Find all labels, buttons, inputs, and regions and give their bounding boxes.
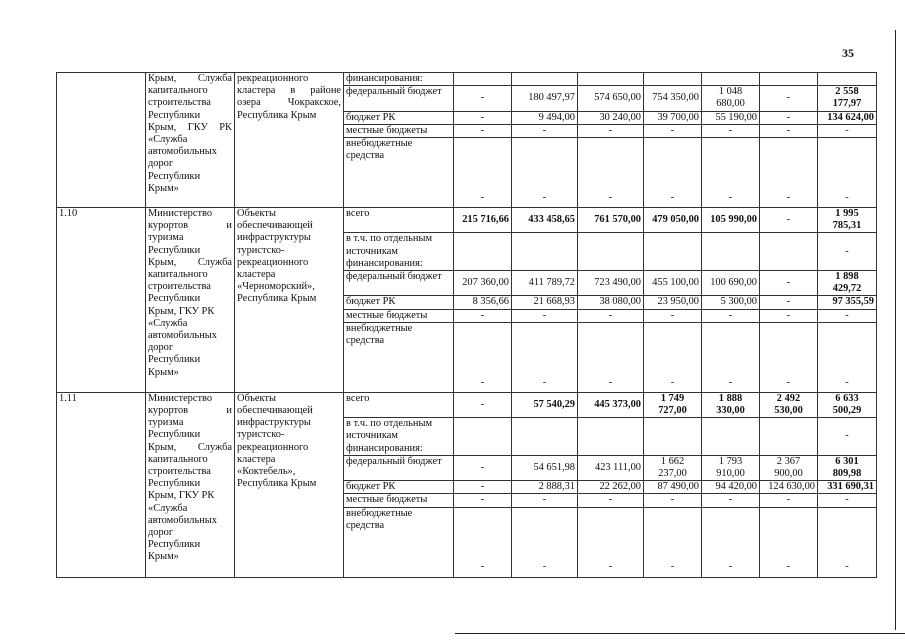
value-cell: 479 050,00 <box>644 208 702 233</box>
value-cell: 2 367 900,00 <box>760 455 818 480</box>
value-cell <box>702 418 760 456</box>
value-cell: 180 497,97 <box>512 86 578 111</box>
object-cell <box>235 208 344 393</box>
executor-cell <box>146 73 235 208</box>
value-cell: - <box>818 138 877 208</box>
executor-line: Крым, ГКУ РК <box>148 121 232 133</box>
value-cell: 723 490,00 <box>578 271 644 296</box>
value-cell: 411 789,72 <box>512 271 578 296</box>
value-cell: 1 888 330,00 <box>702 392 760 417</box>
value-cell: - <box>760 309 818 322</box>
funding-source-label: бюджет РК <box>344 111 454 124</box>
executor-cell <box>146 208 235 393</box>
executor-line: Крым» <box>148 551 179 563</box>
value-cell: - <box>512 322 578 392</box>
value-cell: 54 651,98 <box>512 455 578 480</box>
value-cell: 423 111,00 <box>578 455 644 480</box>
value-cell: - <box>818 322 877 392</box>
funding-source-label: всего <box>344 392 454 417</box>
value-cell: - <box>702 309 760 322</box>
value-cell: - <box>454 481 512 494</box>
value-cell: - <box>512 309 578 322</box>
value-cell: - <box>644 309 702 322</box>
value-cell: 1 793 910,00 <box>702 455 760 480</box>
executor-line: Республики <box>148 354 201 366</box>
value-cell: 754 350,00 <box>644 86 702 111</box>
funding-source-label: внебюджетные средства <box>344 507 454 577</box>
value-cell: 97 355,59 <box>818 296 877 309</box>
value-cell: 433 458,65 <box>512 208 578 233</box>
object-line: обеспечивающей <box>237 220 313 232</box>
executor-line: Республики <box>148 539 201 551</box>
executor-line: туризма <box>148 417 184 429</box>
value-cell: 1 662 237,00 <box>644 455 702 480</box>
executor-line: строительства <box>148 97 211 109</box>
value-cell: - <box>760 494 818 507</box>
value-cell: - <box>760 124 818 137</box>
object-line: обеспечивающей <box>237 405 313 417</box>
value-cell: - <box>578 124 644 137</box>
value-cell: - <box>760 111 818 124</box>
executor-line: Крым» <box>148 182 179 194</box>
value-cell: - <box>578 138 644 208</box>
executor-line: Республики <box>148 478 201 490</box>
value-cell: 94 420,00 <box>702 481 760 494</box>
value-cell: 105 990,00 <box>702 208 760 233</box>
value-cell: - <box>454 86 512 111</box>
value-cell: - <box>454 455 512 480</box>
value-cell: 331 690,31 <box>818 481 877 494</box>
value-cell: 134 624,00 <box>818 111 877 124</box>
value-cell: 455 100,00 <box>644 271 702 296</box>
row-number: 1.10 <box>57 208 146 393</box>
value-cell: - <box>760 322 818 392</box>
executor-line: автомобильных <box>148 146 217 158</box>
value-cell: - <box>818 309 877 322</box>
value-cell: 761 570,00 <box>578 208 644 233</box>
object-line: туристско- <box>237 244 285 256</box>
executor-line: «Служба <box>148 317 188 329</box>
value-cell: - <box>760 271 818 296</box>
funding-source-label: внебюджетные средства <box>344 138 454 208</box>
value-cell <box>512 233 578 271</box>
object-line: «Черноморский», <box>237 281 315 293</box>
value-cell <box>702 73 760 86</box>
value-cell: 207 360,00 <box>454 271 512 296</box>
value-cell: 6 301 809,98 <box>818 455 877 480</box>
value-cell <box>454 233 512 271</box>
value-cell: - <box>578 322 644 392</box>
funding-source-label: местные бюджеты <box>344 124 454 137</box>
table-row <box>57 392 877 417</box>
value-cell: - <box>454 111 512 124</box>
value-cell: 2 492 530,00 <box>760 392 818 417</box>
object-line: кластера в районе <box>237 85 341 97</box>
table-row <box>57 73 877 86</box>
executor-line: Крым» <box>148 366 179 378</box>
bottom-scan-line <box>455 633 905 634</box>
value-cell: - <box>702 322 760 392</box>
value-cell: - <box>454 507 512 577</box>
value-cell: 21 668,93 <box>512 296 578 309</box>
value-cell: - <box>512 138 578 208</box>
value-cell: - <box>512 124 578 137</box>
value-cell <box>454 418 512 456</box>
object-line: кластера <box>237 269 276 281</box>
value-cell: - <box>702 507 760 577</box>
executor-line: курортов и <box>148 220 232 232</box>
funding-source-label: федеральный бюджет <box>344 86 454 111</box>
value-cell: - <box>644 322 702 392</box>
funding-source-label: местные бюджеты <box>344 309 454 322</box>
value-cell: - <box>702 494 760 507</box>
object-line: рекреационного <box>237 73 309 84</box>
value-cell: - <box>454 138 512 208</box>
executor-line: Министерство <box>148 392 213 404</box>
object-line: туристско- <box>237 429 285 441</box>
value-cell <box>644 233 702 271</box>
value-cell: - <box>818 124 877 137</box>
executor-line: капитального <box>148 85 208 97</box>
value-cell: 30 240,00 <box>578 111 644 124</box>
funding-source-label: в т.ч. по отдельным источникам финансирования: <box>344 418 454 456</box>
value-cell: 57 540,29 <box>512 392 578 417</box>
value-cell: 2 888,31 <box>512 481 578 494</box>
executor-line: Республики <box>148 293 201 305</box>
value-cell <box>512 418 578 456</box>
object-line: кластера <box>237 453 276 465</box>
value-cell: - <box>512 494 578 507</box>
value-cell: - <box>644 494 702 507</box>
value-cell <box>818 73 877 86</box>
value-cell: 2 558 177,97 <box>818 86 877 111</box>
value-cell <box>454 73 512 86</box>
value-cell: 100 690,00 <box>702 271 760 296</box>
value-cell: 124 630,00 <box>760 481 818 494</box>
value-cell: 215 716,66 <box>454 208 512 233</box>
object-line: озера Чокракское, <box>237 97 341 109</box>
table-row <box>57 208 877 233</box>
funding-source-label: местные бюджеты <box>344 494 454 507</box>
executor-line: Крым, Служба <box>148 256 232 268</box>
executor-line: капитального <box>148 269 208 281</box>
executor-line: «Служба <box>148 134 188 146</box>
value-cell: 1 048 680,00 <box>702 86 760 111</box>
funding-source-label: внебюджетные средства <box>344 322 454 392</box>
funding-source-label: федеральный бюджет <box>344 455 454 480</box>
value-cell: 1 898 429,72 <box>818 271 877 296</box>
executor-line: курортов и <box>148 405 232 417</box>
object-line: Республика Крым <box>237 293 317 305</box>
value-cell: - <box>818 507 877 577</box>
value-cell: - <box>512 507 578 577</box>
funding-source-label: бюджет РК <box>344 296 454 309</box>
value-cell: 39 700,00 <box>644 111 702 124</box>
value-cell: - <box>454 309 512 322</box>
value-cell: 23 950,00 <box>644 296 702 309</box>
value-cell: 5 300,00 <box>702 296 760 309</box>
value-cell: - <box>454 322 512 392</box>
executor-line: дорог <box>148 342 174 354</box>
value-cell: - <box>818 494 877 507</box>
value-cell: 445 373,00 <box>578 392 644 417</box>
object-line: Республика Крым <box>237 478 317 490</box>
executor-line: Республики <box>148 244 201 256</box>
value-cell <box>760 73 818 86</box>
value-cell: 9 494,00 <box>512 111 578 124</box>
object-line: Объекты <box>237 392 276 404</box>
row-number: 1.11 <box>57 392 146 577</box>
value-cell: - <box>818 233 877 271</box>
value-cell <box>644 73 702 86</box>
value-cell: - <box>760 507 818 577</box>
value-cell: - <box>702 124 760 137</box>
funding-source-label: всего <box>344 208 454 233</box>
value-cell <box>578 233 644 271</box>
value-cell: - <box>454 124 512 137</box>
executor-line: строительства <box>148 466 211 478</box>
executor-line: дорог <box>148 527 174 539</box>
value-cell: - <box>702 138 760 208</box>
executor-line: Республики <box>148 170 201 182</box>
value-cell <box>760 418 818 456</box>
object-line: рекреационного <box>237 256 309 268</box>
row-number <box>57 73 146 208</box>
executor-line: «Служба <box>148 502 188 514</box>
object-line: «Коктебель», <box>237 466 296 478</box>
value-cell: - <box>578 494 644 507</box>
object-line: Объекты <box>237 208 276 220</box>
value-cell <box>760 233 818 271</box>
funding-source-label: бюджет РК <box>344 481 454 494</box>
value-cell <box>644 418 702 456</box>
object-line: инфраструктуры <box>237 232 311 244</box>
value-cell: - <box>644 507 702 577</box>
funding-source-label: федеральный бюджет <box>344 271 454 296</box>
object-line: Республика Крым <box>237 109 317 121</box>
executor-line: Крым, Служба <box>148 73 232 84</box>
value-cell <box>578 73 644 86</box>
value-cell: 1 749 727,00 <box>644 392 702 417</box>
value-cell: 6 633 500,29 <box>818 392 877 417</box>
table-body <box>57 73 877 578</box>
value-cell: 8 356,66 <box>454 296 512 309</box>
executor-line: Республики <box>148 109 201 121</box>
value-cell: - <box>644 138 702 208</box>
executor-line: Крым, ГКУ РК <box>148 305 215 317</box>
object-cell <box>235 392 344 577</box>
executor-line: Крым, Служба <box>148 441 232 453</box>
value-cell <box>512 73 578 86</box>
right-margin-line <box>895 30 896 630</box>
executor-line: Министерство <box>148 208 213 220</box>
executor-line: автомобильных <box>148 330 217 342</box>
value-cell: 55 190,00 <box>702 111 760 124</box>
value-cell: - <box>644 124 702 137</box>
value-cell: 22 262,00 <box>578 481 644 494</box>
value-cell <box>702 233 760 271</box>
value-cell: 1 995 785,31 <box>818 208 877 233</box>
value-cell: - <box>818 418 877 456</box>
value-cell: 38 080,00 <box>578 296 644 309</box>
executor-cell <box>146 392 235 577</box>
value-cell: - <box>760 86 818 111</box>
page-number: 35 <box>842 46 854 60</box>
object-line: рекреационного <box>237 441 309 453</box>
value-cell: 87 490,00 <box>644 481 702 494</box>
value-cell: - <box>454 392 512 417</box>
executor-line: туризма <box>148 232 184 244</box>
object-cell <box>235 73 344 208</box>
value-cell: - <box>760 296 818 309</box>
value-cell: 574 650,00 <box>578 86 644 111</box>
funding-source-label: в т.ч. по отдельным источникам финансирования: <box>344 233 454 271</box>
funding-source-label: финансирования: <box>344 73 454 86</box>
value-cell: - <box>454 494 512 507</box>
executor-line: капитального <box>148 453 208 465</box>
executor-line: Республики <box>148 429 201 441</box>
value-cell: - <box>578 507 644 577</box>
value-cell: - <box>760 208 818 233</box>
value-cell: - <box>760 138 818 208</box>
value-cell: - <box>578 309 644 322</box>
executor-line: строительства <box>148 281 211 293</box>
financing-table <box>56 72 877 578</box>
executor-line: автомобильных <box>148 514 217 526</box>
value-cell <box>578 418 644 456</box>
object-line: инфраструктуры <box>237 417 311 429</box>
executor-line: дорог <box>148 158 174 170</box>
executor-line: Крым, ГКУ РК <box>148 490 215 502</box>
